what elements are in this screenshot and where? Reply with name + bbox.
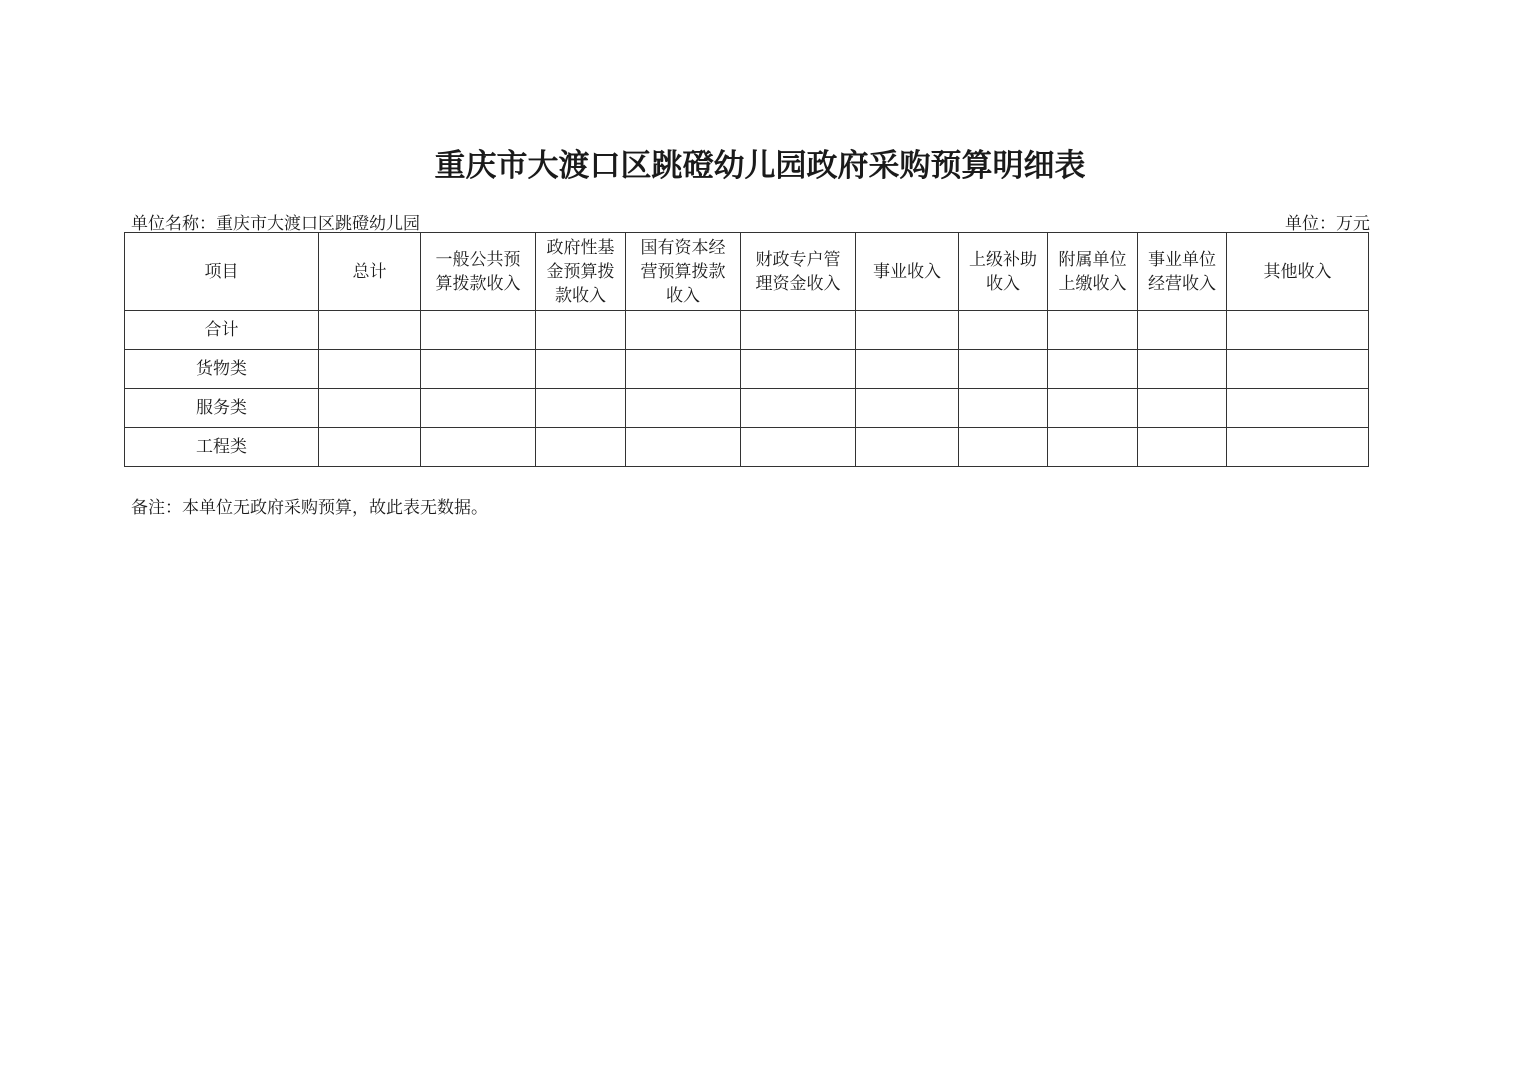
table-cell bbox=[626, 428, 741, 467]
table-cell bbox=[1227, 350, 1369, 389]
table-header-row bbox=[125, 233, 1369, 311]
header-general-public-budget-line-2: 算拨款收入 bbox=[435, 273, 521, 294]
table-cell bbox=[959, 389, 1048, 428]
table-cell bbox=[536, 428, 626, 467]
header-total-line-1: 总计 bbox=[352, 261, 387, 282]
table-cell bbox=[856, 311, 959, 350]
table-cell bbox=[536, 389, 626, 428]
table-cell bbox=[421, 350, 536, 389]
row-label: 货物类 bbox=[125, 350, 319, 389]
table-cell bbox=[421, 311, 536, 350]
header-business-income bbox=[856, 233, 959, 311]
table-cell bbox=[1227, 311, 1369, 350]
table-cell bbox=[626, 389, 741, 428]
header-superior-subsidy bbox=[959, 233, 1048, 311]
header-state-capital-budget-line-3: 收入 bbox=[666, 285, 700, 306]
header-affiliated-unit-payment-line-2: 上缴收入 bbox=[1058, 273, 1127, 294]
table-cell bbox=[1227, 389, 1369, 428]
header-state-capital-budget-line-1: 国有资本经 bbox=[640, 237, 726, 258]
table-cell bbox=[959, 350, 1048, 389]
header-superior-subsidy-line-1: 上级补助 bbox=[969, 249, 1037, 270]
header-state-capital-budget bbox=[626, 233, 741, 311]
table-cell bbox=[536, 350, 626, 389]
table-cell bbox=[1138, 428, 1227, 467]
table-cell bbox=[1227, 428, 1369, 467]
table-cell bbox=[319, 428, 421, 467]
table-cell bbox=[1048, 389, 1138, 428]
header-affiliated-unit-payment bbox=[1048, 233, 1138, 311]
header-business-operation-income bbox=[1138, 233, 1227, 311]
table-cell bbox=[1048, 428, 1138, 467]
table-cell bbox=[421, 428, 536, 467]
table-cell bbox=[1048, 350, 1138, 389]
table-cell bbox=[741, 350, 856, 389]
header-superior-subsidy-line-2: 收入 bbox=[986, 273, 1020, 294]
header-other-income bbox=[1227, 233, 1369, 311]
table-cell bbox=[319, 350, 421, 389]
procurement-budget-table bbox=[124, 232, 1369, 467]
table-cell bbox=[421, 389, 536, 428]
table-cell bbox=[856, 428, 959, 467]
row-label: 服务类 bbox=[125, 389, 319, 428]
table-cell bbox=[626, 311, 741, 350]
unit-measure-label: 单位：万元 bbox=[1285, 214, 1370, 234]
table-cell bbox=[319, 389, 421, 428]
table-cell bbox=[741, 428, 856, 467]
header-business-operation-income-line-1: 事业单位 bbox=[1148, 249, 1216, 270]
header-fiscal-special-account-line-1: 财政专户管 bbox=[755, 249, 841, 270]
unit-name-label: 单位名称：重庆市大渡口区跳磴幼儿园 bbox=[131, 214, 420, 234]
header-business-income-line-1: 事业收入 bbox=[873, 261, 941, 282]
footnote: 备注：本单位无政府采购预算，故此表无数据。 bbox=[131, 498, 488, 518]
header-government-fund-budget-line-3: 款收入 bbox=[555, 285, 606, 306]
table-cell bbox=[741, 311, 856, 350]
table-cell bbox=[1138, 350, 1227, 389]
header-state-capital-budget-line-2: 营预算拨款 bbox=[640, 261, 726, 282]
table-cell bbox=[959, 428, 1048, 467]
table-row bbox=[125, 428, 1369, 467]
table-cell bbox=[741, 389, 856, 428]
header-business-operation-income-line-2: 经营收入 bbox=[1148, 273, 1216, 294]
header-fiscal-special-account-line-2: 理资金收入 bbox=[755, 273, 841, 294]
table-row bbox=[125, 350, 1369, 389]
header-government-fund-budget bbox=[536, 233, 626, 311]
header-item bbox=[125, 233, 319, 311]
table-row bbox=[125, 311, 1369, 350]
row-label: 工程类 bbox=[125, 428, 319, 467]
header-general-public-budget-line-1: 一般公共预 bbox=[435, 249, 521, 270]
header-item-line-1: 项目 bbox=[204, 261, 239, 282]
header-total bbox=[319, 233, 421, 311]
table-cell bbox=[959, 311, 1048, 350]
table-cell bbox=[856, 350, 959, 389]
table-cell bbox=[1138, 311, 1227, 350]
row-label: 合计 bbox=[125, 311, 319, 350]
header-government-fund-budget-line-1: 政府性基 bbox=[546, 237, 615, 258]
table-cell bbox=[319, 311, 421, 350]
table-cell bbox=[626, 350, 741, 389]
table-cell bbox=[1048, 311, 1138, 350]
table-cell bbox=[856, 389, 959, 428]
header-other-income-line-1: 其他收入 bbox=[1263, 261, 1332, 282]
table-cell bbox=[1138, 389, 1227, 428]
header-general-public-budget bbox=[421, 233, 536, 311]
table-cell bbox=[536, 311, 626, 350]
table-row bbox=[125, 389, 1369, 428]
header-fiscal-special-account bbox=[741, 233, 856, 311]
header-government-fund-budget-line-2: 金预算拨 bbox=[546, 261, 615, 282]
header-affiliated-unit-payment-line-1: 附属单位 bbox=[1058, 249, 1127, 270]
page-title: 重庆市大渡口区跳磴幼儿园政府采购预算明细表 bbox=[434, 148, 1086, 184]
